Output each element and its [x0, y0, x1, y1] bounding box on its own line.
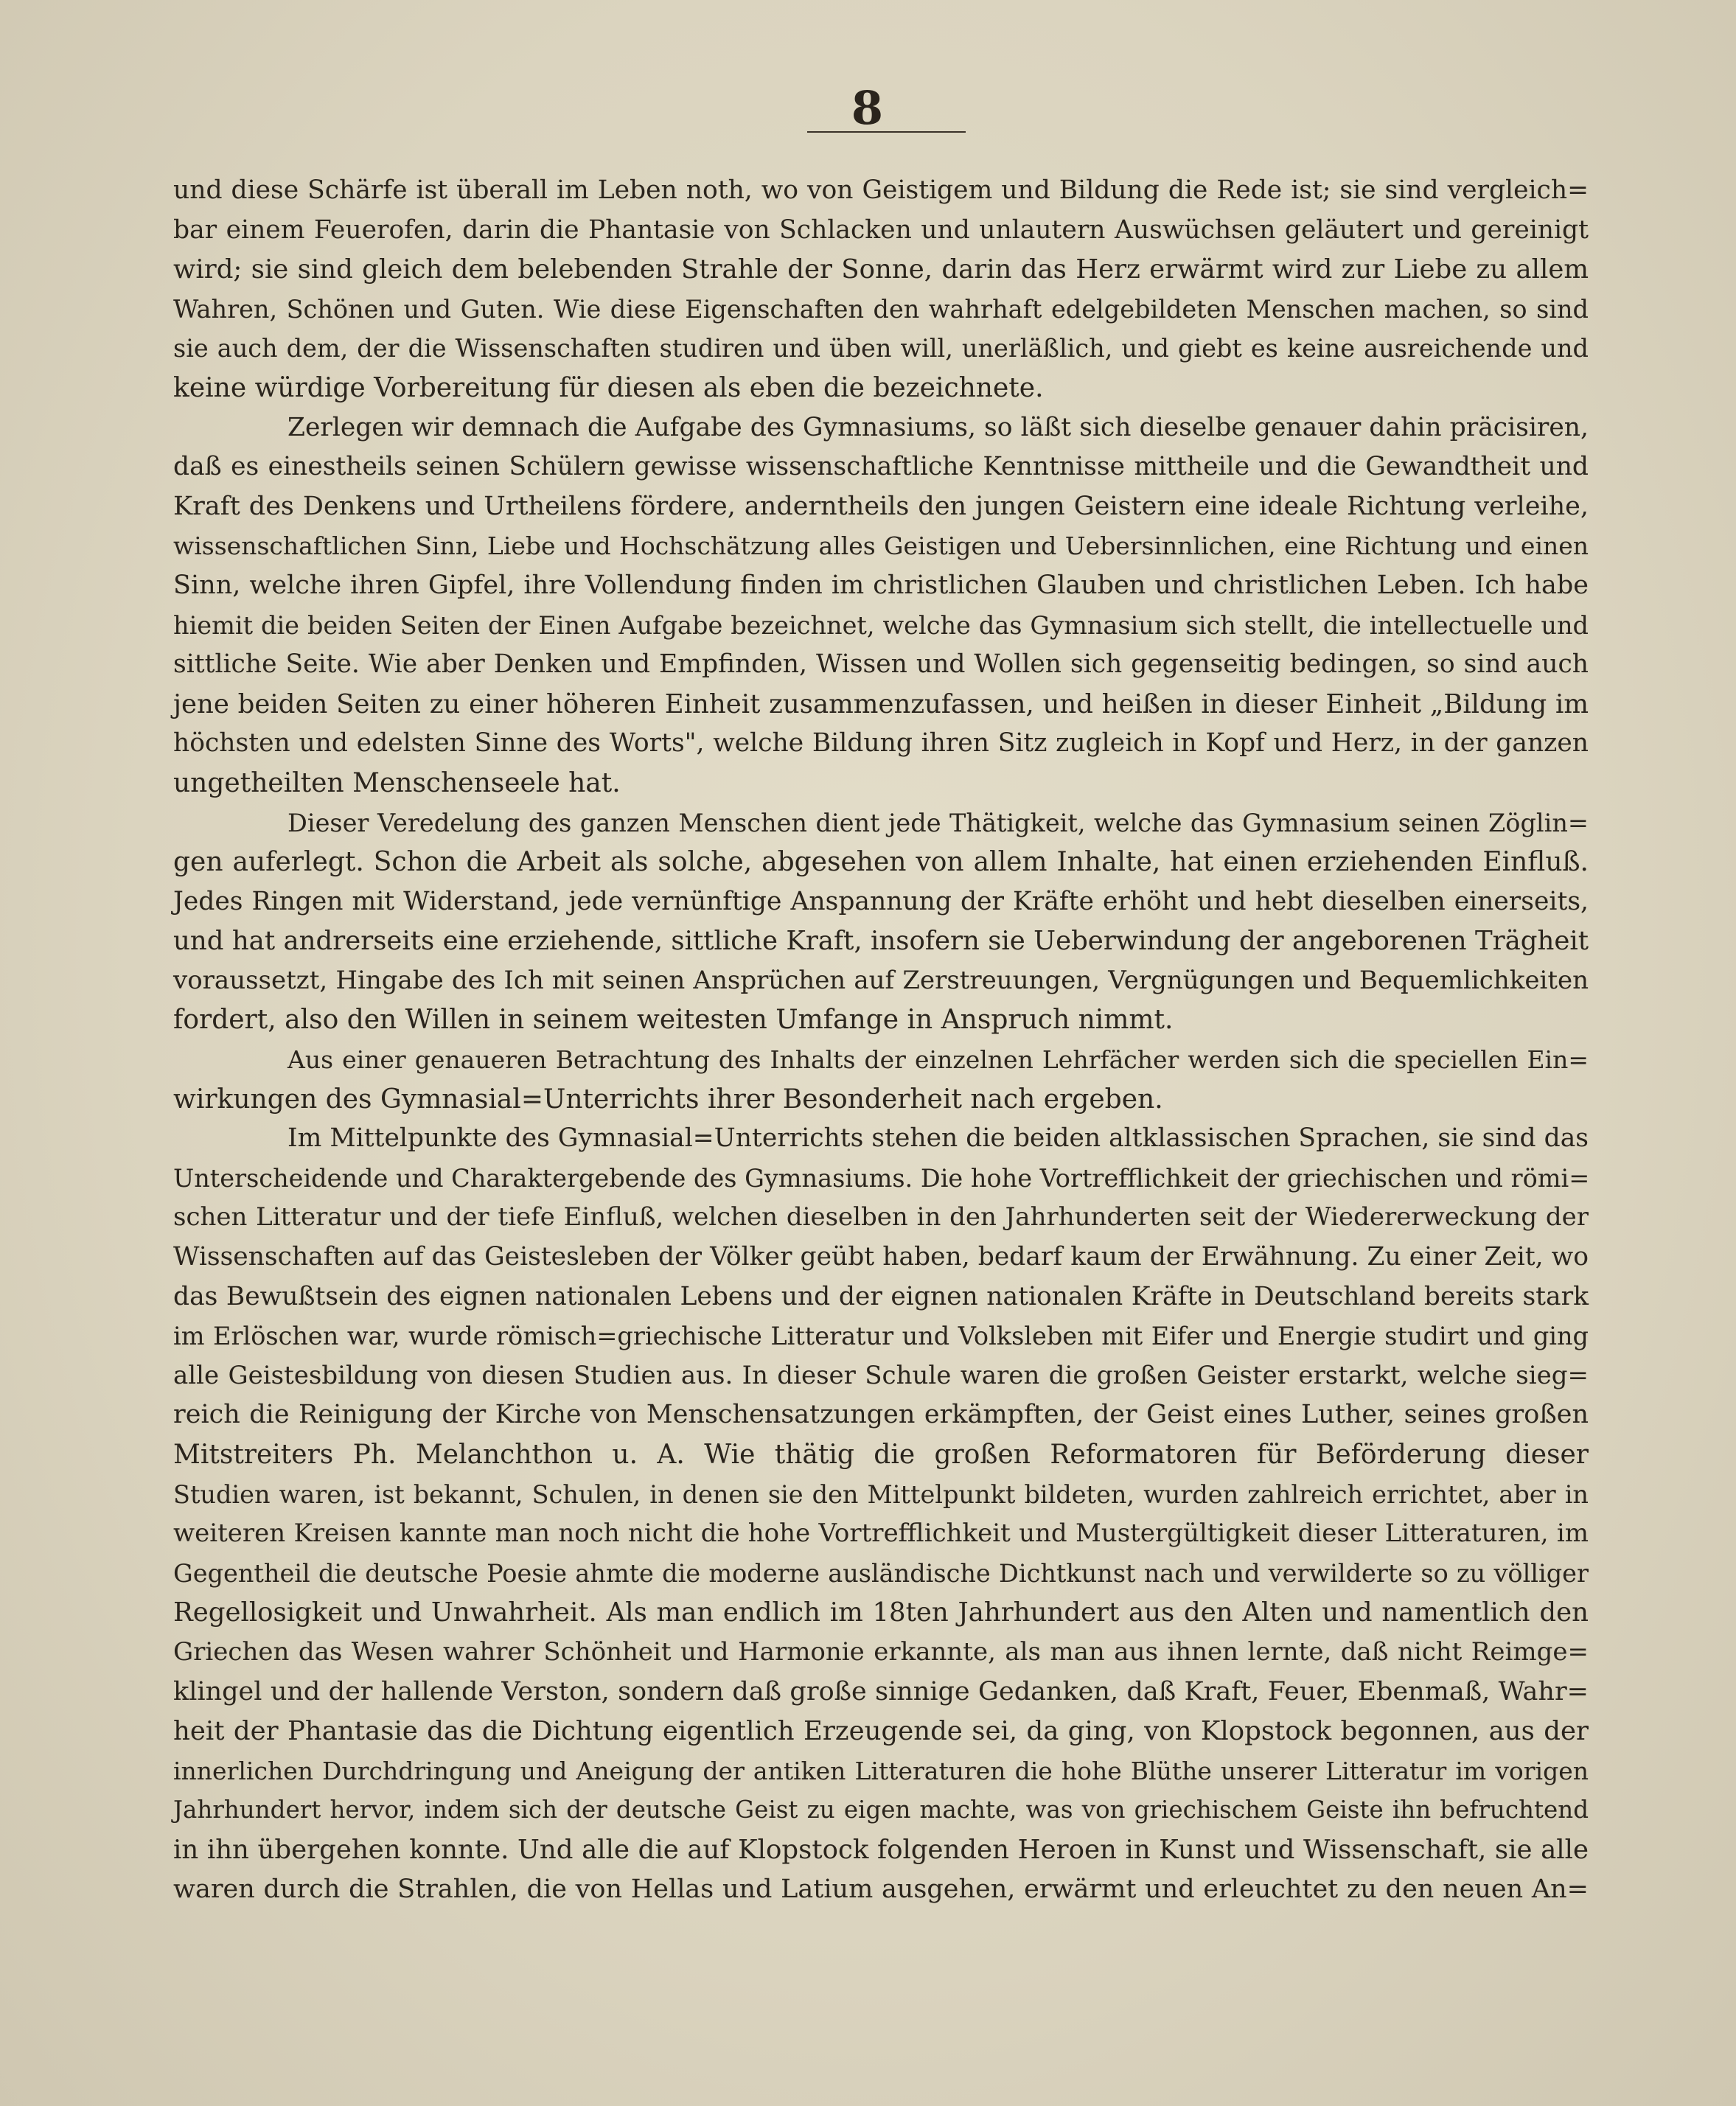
- text-line: gen auferlegt. Schon die Arbeit als solche, abgesehen von allem Inhalte, hat einen erziehenden Einfluß.: [173, 847, 1589, 878]
- text-line: Jedes Ringen mit Widerstand, jede vernünftige Anspannung der Kräfte erhöht und hebt dieselben einerseits,: [173, 886, 1589, 916]
- text-line: wird; sie sind gleich dem belebenden Strahle der Sonne, darin das Herz erwärmt wird zur Liebe zu allem: [173, 254, 1589, 285]
- text-line: Studien waren, ist bekannt, Schulen, in denen sie den Mittelpunkt bildeten, wurden zahlreich errichtet, aber in: [173, 1479, 1589, 1509]
- text-line: heit der Phantasie das die Dichtung eigentlich Erzeugende sei, da ging, von Klopstock begonnen, aus der: [173, 1716, 1589, 1747]
- text-line: wissenschaftlichen Sinn, Liebe und Hochschätzung alles Geistigen und Uebersinnlichen, eine Richtung und einen: [173, 531, 1589, 561]
- text-line: bar einem Feuerofen, darin die Phantasie von Schlacken und unlautern Auswüchsen geläutert und gereinigt: [173, 215, 1589, 245]
- text-line: Im Mittelpunkte des Gymnasial=Unterrichts stehen die beiden altklassischen Sprachen, sie sind das: [287, 1123, 1589, 1154]
- text-line: Unterscheidende und Charaktergebende des Gymnasiums. Die hohe Vortrefflichkeit der griechischen und römi=: [173, 1163, 1590, 1193]
- text-line: im Erlöschen war, wurde römisch=griechische Litteratur und Volksleben mit Eifer und Energie studirt und ging: [173, 1322, 1589, 1351]
- text-line: in ihn übergehen konnte. Und alle die auf Klopstock folgenden Heroen in Kunst und Wissenschaft, sie alle: [173, 1834, 1589, 1865]
- text-line: Griechen das Wesen wahrer Schönheit und Harmonie erkannte, als man aus ihnen lernte, daß nicht Reimge=: [173, 1636, 1589, 1667]
- text-line: ungetheilten Menschenseele hat.: [173, 767, 621, 798]
- text-line: Wahren, Schönen und Guten. Wie diese Eigenschaften den wahrhaft edelgebildeten Menschen machen, so sind: [173, 294, 1589, 324]
- body-text: [173, 171, 1589, 1909]
- text-line: voraussetzt, Hingabe des Ich mit seinen Ansprüchen auf Zerstreuungen, Vergnügungen und Bequemlichkeiten: [173, 965, 1589, 995]
- text-line: höchsten und edelsten Sinne des Worts", welche Bildung ihren Sitz zugleich in Kopf und Herz, in der ganzen: [173, 728, 1589, 759]
- header-rule: [807, 131, 966, 133]
- text-line: reich die Reinigung der Kirche von Menschensatzungen erkämpften, der Geist eines Luther, seines großen: [173, 1400, 1589, 1430]
- text-line: klingel und der hallende Verston, sondern daß große sinnige Gedanken, daß Kraft, Feuer, Ebenmaß, Wahr=: [173, 1676, 1589, 1706]
- text-line: innerlichen Durchdringung und Aneigung der antiken Litteraturen die hohe Blüthe unserer Litteratur im vorigen: [173, 1756, 1589, 1785]
- text-line: Mitstreiters Ph. Melanchthon u. A. Wie thätig die großen Reformatoren für Beförderung dieser: [173, 1440, 1589, 1470]
- text-line: waren durch die Strahlen, die von Hellas und Latium ausgehen, erwärmt und erleuchtet zu den neuen An=: [173, 1874, 1589, 1904]
- text-line: alle Geistesbildung von diesen Studien aus. In dieser Schule waren die großen Geister erstarkt, welche sieg=: [173, 1360, 1589, 1390]
- text-line: wirkungen des Gymnasial=Unterrichts ihrer Besonderheit nach ergeben.: [173, 1084, 1163, 1115]
- text-line: und hat andrerseits eine erziehende, sittliche Kraft, insofern sie Ueberwindung der angeborenen Trägheit: [173, 926, 1589, 957]
- text-line: fordert, also den Willen in seinem weitesten Umfange in Anspruch nimmt.: [173, 1005, 1174, 1036]
- page-number: 8: [851, 81, 885, 135]
- text-line: Jahrhundert hervor, indem sich der deutsche Geist zu eigen machte, was von griechischem Geiste ihn befruchtend: [173, 1796, 1589, 1824]
- text-line: hiemit die beiden Seiten der Einen Aufgabe bezeichnet, welche das Gymnasium sich stellt, die intellectuelle und: [173, 610, 1589, 640]
- text-line: Gegentheil die deutsche Poesie ahmte die moderne ausländische Dichtkunst nach und verwilderte so zu völliger: [173, 1558, 1589, 1588]
- text-line: jene beiden Seiten zu einer höheren Einheit zusammenzufassen, und heißen in dieser Einheit „Bildung im: [173, 688, 1589, 719]
- text-line: schen Litteratur und der tiefe Einfluß, welchen dieselben in den Jahrhunderten seit der Wiedererweckung der: [173, 1202, 1589, 1232]
- text-line: Regellosigkeit und Unwahrheit. Als man endlich im 18ten Jahrhundert aus den Alten und namentlich den: [173, 1597, 1589, 1628]
- text-line: keine würdige Vorbereitung für diesen als eben die bezeichnete.: [173, 372, 1044, 403]
- text-line: Kraft des Denkens und Urtheilens fördere, anderntheils den jungen Geistern eine ideale Richtung verleihe,: [173, 491, 1589, 521]
- text-line: Aus einer genaueren Betrachtung des Inhalts der einzelnen Lehrfächer werden sich die speciellen Ein=: [287, 1045, 1589, 1075]
- text-line: Dieser Veredelung des ganzen Menschen dient jede Thätigkeit, welche das Gymnasium seinen Zöglin=: [287, 808, 1589, 837]
- text-line: Sinn, welche ihren Gipfel, ihre Vollendung finden im christlichen Glauben und christlichen Leben. Ich habe: [173, 570, 1589, 600]
- text-line: sittliche Seite. Wie aber Denken und Empfinden, Wissen und Wollen sich gegenseitig bedingen, so sind auch: [173, 649, 1589, 680]
- text-line: und diese Schärfe ist überall im Leben noth, wo von Geistigem und Bildung die Rede ist; sie sind vergleich=: [173, 175, 1589, 205]
- text-line: daß es einestheils seinen Schülern gewisse wissenschaftliche Kenntnisse mittheile und die Gewandtheit und: [173, 452, 1589, 482]
- text-line: Zerlegen wir demnach die Aufgabe des Gymnasiums, so läßt sich dieselbe genauer dahin präcisiren,: [287, 412, 1589, 442]
- text-line: Wissenschaften auf das Geistesleben der Völker geübt haben, bedarf kaum der Erwähnung. Zu einer Zeit, wo: [173, 1242, 1589, 1272]
- text-line: weiteren Kreisen kannte man noch nicht die hohe Vortrefflichkeit und Mustergültigkeit dieser Litteraturen, im: [173, 1519, 1589, 1549]
- text-line: sie auch dem, der die Wissenschaften studiren und üben will, unerläßlich, und giebt es keine ausreichende und: [173, 334, 1589, 363]
- text-line: das Bewußtsein des eignen nationalen Lebens und der eignen nationalen Kräfte in Deutschland bereits stark: [173, 1281, 1589, 1311]
